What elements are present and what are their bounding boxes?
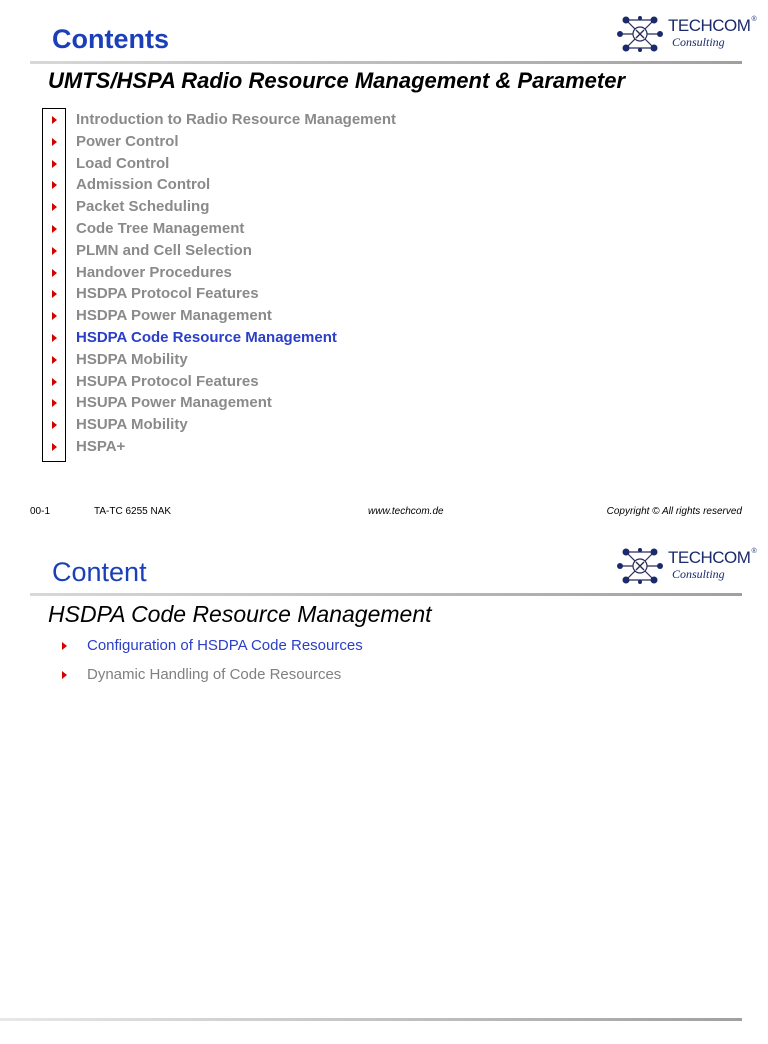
list-item-label: Handover Procedures — [76, 263, 232, 281]
bullet-arrow-icon — [52, 203, 57, 211]
slide-section-content — [0, 532, 768, 1044]
slide-title: Content — [52, 557, 147, 587]
list-item-label: Admission Control — [76, 176, 211, 194]
title-divider — [30, 593, 742, 596]
copyright-notice: Copyright © All rights reserved — [606, 506, 742, 517]
bullet-arrow-icon — [62, 671, 67, 679]
list-item-label: HSDPA Code Resource Management — [76, 328, 337, 346]
list-item-label: HSPA+ — [76, 437, 126, 455]
techcom-logo — [616, 14, 757, 54]
list-item-label: Configuration of HSDPA Code Resources — [87, 637, 363, 654]
bullet-arrow-icon — [52, 399, 57, 407]
title-divider — [30, 61, 742, 64]
website-link[interactable]: www.techcom.de — [368, 506, 444, 517]
bullet-arrow-icon — [52, 116, 57, 124]
bullet-arrow-icon — [52, 181, 57, 189]
brand-name: TECHCOM® — [668, 16, 757, 35]
list-item-label: Packet Scheduling — [76, 198, 210, 216]
list-item-label: PLMN and Cell Selection — [76, 241, 252, 259]
list-item-label: Code Tree Management — [76, 219, 245, 237]
section-subtitle: HSDPA Code Resource Management — [48, 601, 432, 627]
bullet-arrow-icon — [52, 269, 57, 277]
brand-name: TECHCOM® — [668, 548, 757, 567]
bullet-arrow-icon — [52, 247, 57, 255]
list-item-label: Load Control — [76, 154, 170, 172]
techcom-logo — [616, 546, 757, 586]
page-number: 00-1 — [30, 506, 51, 517]
bullet-arrow-icon — [52, 290, 57, 298]
list-item-label: HSDPA Power Management — [76, 307, 272, 325]
course-code: TA-TC 6255 NAK — [94, 506, 172, 517]
slide-contents — [0, 0, 768, 517]
bullet-arrow-icon — [52, 160, 57, 168]
list-item-label: Introduction to Radio Resource Management — [76, 111, 397, 128]
brand-tagline: Consulting — [672, 35, 725, 49]
brand-tagline: Consulting — [672, 567, 725, 581]
bullet-arrow-icon — [52, 312, 57, 320]
bullet-arrow-icon — [52, 225, 57, 233]
bullet-arrow-icon — [52, 378, 57, 386]
course-subtitle: UMTS/HSPA Radio Resource Management & Parameter — [48, 68, 626, 93]
list-item-label: HSDPA Protocol Features — [76, 285, 259, 303]
molecule-icon — [616, 546, 668, 586]
list-item-label: HSDPA Mobility — [76, 350, 188, 368]
bullet-arrow-icon — [52, 356, 57, 364]
list-item-label: HSUPA Protocol Features — [76, 372, 259, 390]
slide-title: Contents — [52, 24, 169, 54]
list-item-label: Dynamic Handling of Code Resources — [87, 666, 342, 683]
list-item-label: Power Control — [76, 132, 179, 150]
bullet-arrow-icon — [52, 421, 57, 429]
molecule-icon — [616, 14, 668, 54]
list-item-label: HSUPA Power Management — [76, 394, 272, 412]
bullet-arrow-icon — [52, 443, 57, 451]
bullet-arrow-icon — [52, 334, 57, 342]
list-item-label: HSUPA Mobility — [76, 416, 188, 434]
footer-divider — [0, 1018, 742, 1021]
bullet-arrow-icon — [62, 642, 67, 650]
bullet-arrow-icon — [52, 138, 57, 146]
